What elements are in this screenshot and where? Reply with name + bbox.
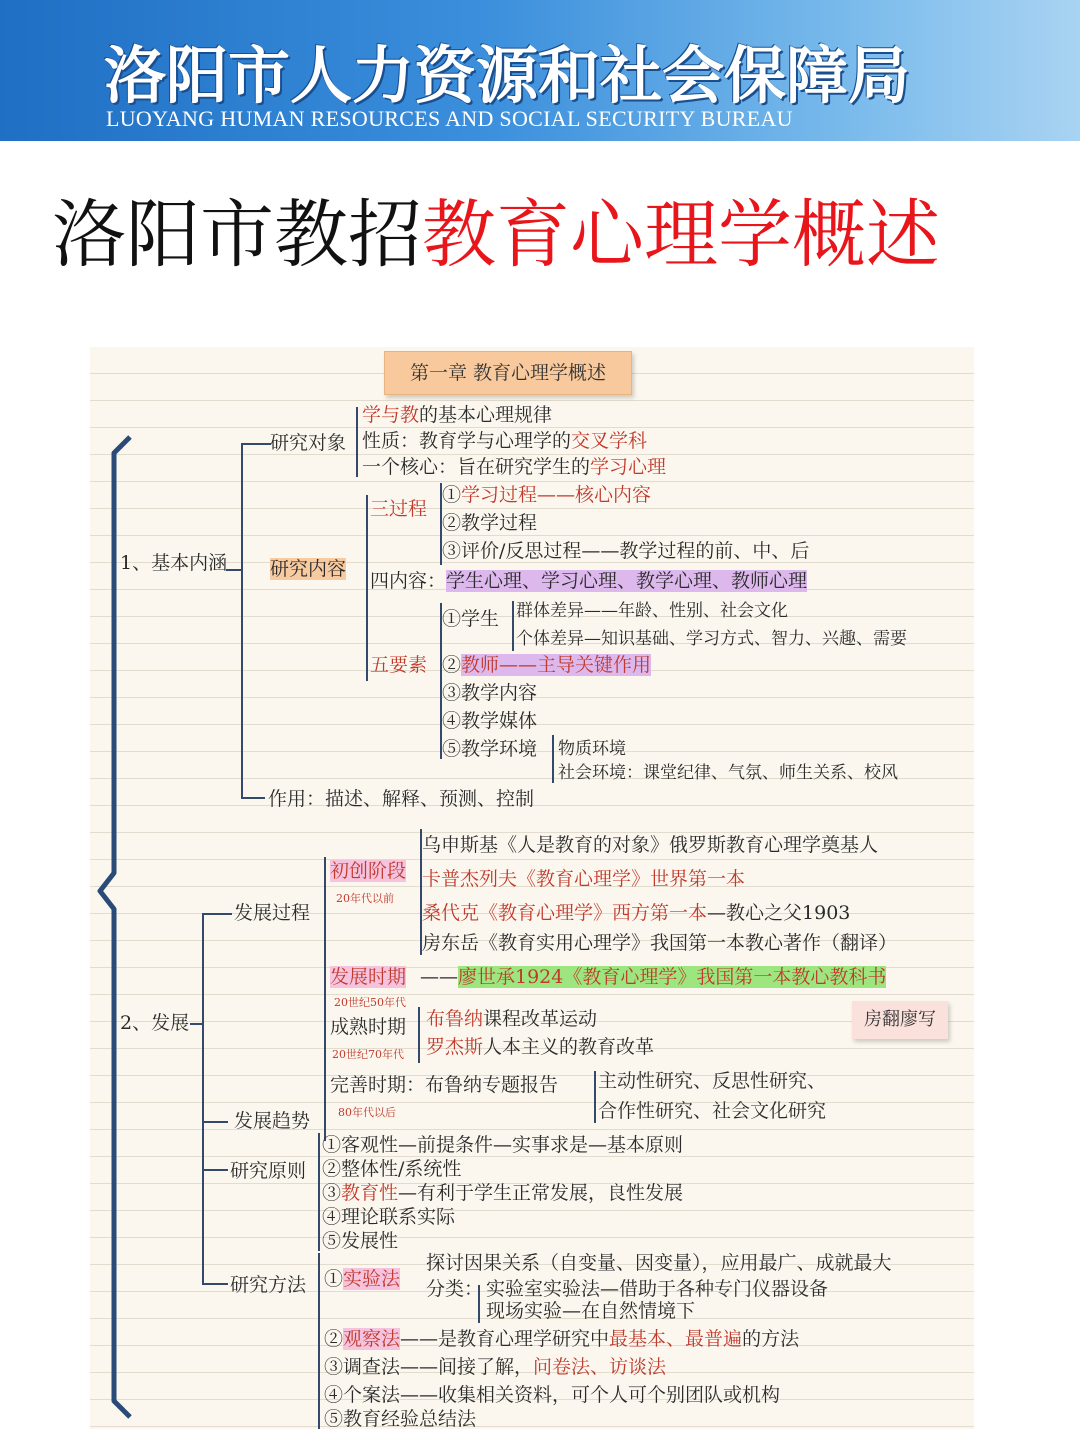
- research-principle-label: 研究原则: [230, 1160, 307, 1182]
- object-line-2: 性质：教育学与心理学的交叉学科: [362, 430, 648, 452]
- connector-line: [594, 1071, 596, 1123]
- stage-2-sub: 20世纪50年代: [334, 996, 406, 1009]
- research-object-label: 研究对象: [270, 432, 347, 454]
- four-content: 四内容：学生心理、学习心理、教学心理、教师心理: [370, 570, 808, 592]
- research-content-label: 研究内容: [270, 558, 347, 580]
- page-title: [52, 190, 940, 280]
- connector-line: [318, 1133, 320, 1251]
- element-3: ③教学内容: [442, 682, 538, 704]
- method-4: ④个案法——收集相关资料，可个人可个别团队或机构: [324, 1384, 781, 1406]
- method-1-a: 探讨因果关系（自变量、因变量），应用最广、成就最大: [426, 1252, 892, 1274]
- five-elements-label: 五要素: [370, 654, 428, 676]
- element-1: ①学生: [442, 608, 500, 630]
- stage-1-d: 房东岳《教育实用心理学》我国第一本教心著作（翻译）: [422, 932, 898, 954]
- connector-line: [418, 1007, 420, 1063]
- method-2: ②观察法——是教育心理学研究中最基本、最普遍的方法: [324, 1328, 800, 1350]
- connector-line: [202, 1121, 228, 1123]
- mind-map-note: [90, 347, 974, 1429]
- stage-3: 成熟时期: [330, 1016, 407, 1038]
- connector-line: [318, 1253, 320, 1429]
- element-5a: 物质环境: [558, 739, 626, 759]
- principle-2: ②整体性/系统性: [322, 1158, 462, 1180]
- method-1-b: 分类：: [426, 1278, 484, 1300]
- stage-4-b: 合作性研究、社会文化研究: [598, 1100, 827, 1122]
- page-title-black: 洛阳市教招: [52, 192, 422, 278]
- header-banner: [0, 0, 1080, 141]
- connector-line: [202, 913, 204, 1285]
- principle-3: ③教育性—有利于学生正常发展，良性发展: [322, 1182, 684, 1204]
- connector-line: [226, 569, 242, 571]
- element-5: ⑤教学环境: [442, 738, 538, 760]
- connector-line: [241, 443, 271, 445]
- connector-line: [552, 735, 554, 783]
- stage-3-b: 罗杰斯人本主义的教育改革: [426, 1036, 655, 1058]
- stage-4-a: 主动性研究、反思性研究、: [598, 1070, 827, 1092]
- three-process-label: 三过程: [370, 498, 428, 520]
- stage-2: 发展时期: [330, 966, 407, 988]
- stage-3-a: 布鲁纳课程改革运动: [426, 1008, 598, 1030]
- connector-line: [190, 1023, 202, 1025]
- element-2: ②教师——主导关键作用: [442, 654, 652, 676]
- bureau-name-cn: 洛阳市人力资源和社会保障局: [104, 39, 911, 112]
- stage-4-sub: 80年代以后: [338, 1106, 396, 1119]
- process-3: ③评价/反思过程——教学过程的前、中、后: [442, 540, 810, 562]
- chapter-title: 第一章 教育心理学概述: [384, 351, 632, 395]
- method-3: ③调查法——间接了解，问卷法、访谈法: [324, 1356, 667, 1378]
- method-1-b2: 现场实验—在自然情境下: [486, 1300, 696, 1322]
- object-line-3: 一个核心：旨在研究学生的学习心理: [362, 456, 667, 478]
- page-title-red: 教育心理学概述: [422, 192, 940, 278]
- element-1a: 群体差异——年龄、性别、社会文化: [516, 601, 788, 621]
- object-line-1: 学与教的基本心理规律: [362, 404, 553, 426]
- process-2: ②教学过程: [442, 512, 538, 534]
- stage-4: 完善时期：布鲁纳专题报告: [330, 1074, 559, 1096]
- research-method-label: 研究方法: [230, 1274, 307, 1296]
- stage-2-line: ——廖世承1924《教育心理学》我国第一本教心教科书: [420, 966, 887, 988]
- sticky-note: 房翻廖写: [852, 1001, 948, 1039]
- connector-line: [356, 407, 358, 477]
- connector-line: [202, 913, 232, 915]
- dev-process-label: 发展过程: [234, 902, 311, 924]
- element-5b: 社会环境：课堂纪律、气氛、师生关系、校风: [558, 763, 898, 783]
- method-1: ①实验法: [324, 1268, 401, 1290]
- element-1b: 个体差异—知识基础、学习方式、智力、兴趣、需要: [516, 629, 907, 649]
- stage-1: 初创阶段: [330, 860, 407, 882]
- section-basic: 1、基本内涵: [120, 552, 228, 574]
- role-line: 作用：描述、解释、预测、控制: [268, 788, 535, 810]
- connector-line: [324, 857, 326, 1141]
- connector-line: [241, 797, 265, 799]
- connector-line: [366, 495, 368, 681]
- connector-line: [241, 443, 243, 799]
- principle-4: ④理论联系实际: [322, 1206, 456, 1228]
- stage-1-c: 桑代克《教育心理学》西方第一本—教心之父1903: [422, 902, 851, 924]
- stage-1-sub: 20年代以前: [336, 892, 394, 905]
- method-5: ⑤教育经验总结法: [324, 1408, 477, 1429]
- element-4: ④教学媒体: [442, 710, 538, 732]
- big-brace-icon: [94, 433, 134, 1423]
- process-1: ①学习过程——核心内容: [442, 484, 652, 506]
- method-1-b1: 实验室实验法—借助于各种专门仪器设备: [486, 1278, 829, 1300]
- principle-5: ⑤发展性: [322, 1230, 399, 1252]
- bureau-name-en: LUOYANG HUMAN RESOURCES AND SOCIAL SECURITY BUREAU: [106, 106, 793, 131]
- stage-1-a: 乌申斯基《人是教育的对象》俄罗斯教育心理学奠基人: [422, 834, 879, 856]
- dev-trend-label: 发展趋势: [234, 1110, 311, 1132]
- connector-line: [202, 1283, 228, 1285]
- stage-3-sub: 20世纪70年代: [332, 1048, 404, 1061]
- stage-1-b: 卡普杰列夫《教育心理学》世界第一本: [422, 868, 746, 890]
- section-development: 2、发展: [120, 1012, 190, 1034]
- connector-line: [512, 601, 514, 651]
- principle-1: ①客观性—前提条件—实事求是—基本原则: [322, 1134, 684, 1156]
- connector-line: [202, 1169, 228, 1171]
